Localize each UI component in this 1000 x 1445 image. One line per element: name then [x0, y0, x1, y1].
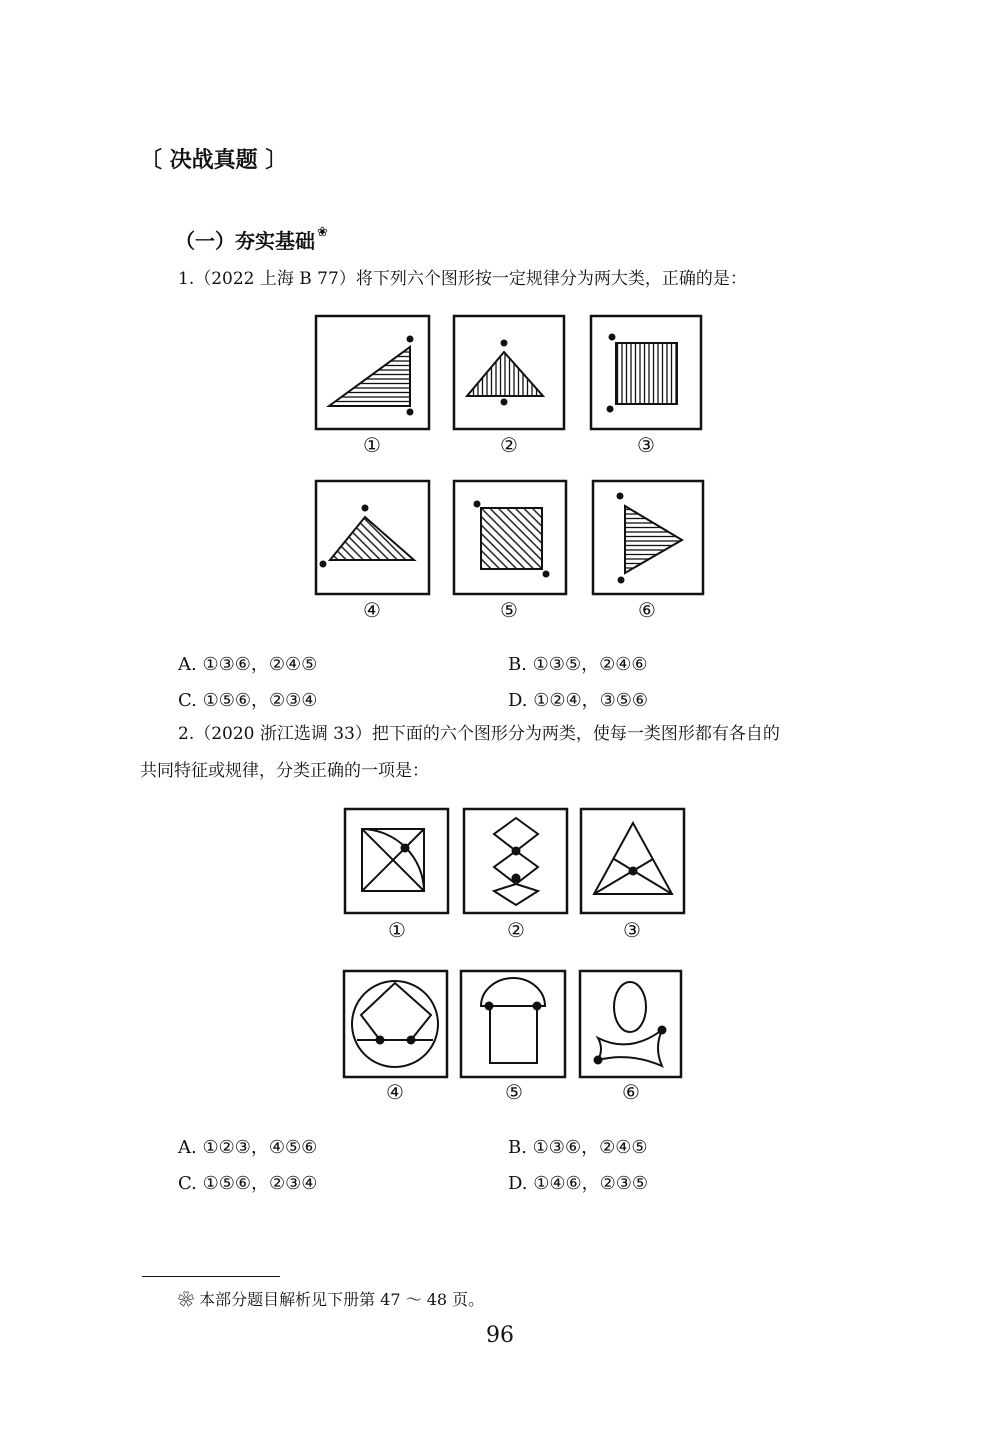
q1-label-5: ⑤ — [500, 598, 518, 622]
question-1-text: 1.（2022 上海 B 77）将下列六个图形按一定规律分为两大类，正确的是： — [178, 269, 747, 289]
q1-figure-4 — [316, 481, 429, 594]
footnote-divider — [142, 1276, 280, 1277]
q2-label-1: ① — [388, 918, 406, 942]
q2-figure-3 — [581, 809, 684, 913]
q2-option-d[interactable]: D. ①④⑥，②③⑤ — [508, 1173, 649, 1194]
q2-figure-6 — [580, 971, 681, 1077]
q2-label-6: ⑥ — [622, 1080, 640, 1104]
q1-figure-5 — [454, 481, 566, 594]
q1-label-6: ⑥ — [638, 598, 656, 622]
q2-figure-5 — [461, 971, 565, 1077]
question-2-text-line1: 2.（2020 浙江选调 33）把下面的六个图形分为两类，使每一类图形都有各自的 — [178, 724, 780, 744]
q2-option-a[interactable]: A. ①②③，④⑤⑥ — [178, 1137, 318, 1158]
q1-figure-2 — [454, 316, 564, 429]
q1-figure-3 — [591, 316, 701, 429]
q2-label-4: ④ — [386, 1080, 404, 1104]
q2-figure-4 — [344, 971, 447, 1077]
q1-option-b[interactable]: B. ①③⑤，②④⑥ — [508, 654, 648, 675]
q2-option-b[interactable]: B. ①③⑥，②④⑤ — [508, 1137, 648, 1158]
q1-option-d[interactable]: D. ①②④，③⑤⑥ — [508, 690, 649, 711]
flower-marker-icon: ❀ — [317, 225, 328, 240]
q2-figure-2 — [464, 809, 567, 913]
question-2-text-line2: 共同特征或规律，分类正确的一项是： — [140, 761, 429, 781]
footnote: ❀ 本部分题目解析见下册第 47 ～ 48 页。 — [178, 1290, 485, 1309]
q2-figure-1 — [345, 809, 448, 913]
page-number: 96 — [486, 1323, 514, 1348]
subsection-title-text: （一）夯实基础 — [175, 229, 315, 253]
q1-label-3: ③ — [637, 433, 655, 457]
q1-option-c[interactable]: C. ①⑤⑥，②③④ — [178, 690, 318, 711]
q1-figure-1 — [316, 316, 429, 429]
section-title: 〔 决战真题 〕 — [140, 148, 288, 173]
q2-label-2: ② — [507, 918, 525, 942]
q2-label-3: ③ — [623, 918, 641, 942]
q1-label-4: ④ — [363, 598, 381, 622]
q1-option-a[interactable]: A. ①③⑥，②④⑤ — [178, 654, 318, 675]
q2-label-5: ⑤ — [505, 1080, 523, 1104]
q2-option-c[interactable]: C. ①⑤⑥，②③④ — [178, 1173, 318, 1194]
q1-label-2: ② — [500, 433, 518, 457]
q1-label-1: ① — [363, 433, 381, 457]
q1-figure-6 — [593, 481, 703, 594]
